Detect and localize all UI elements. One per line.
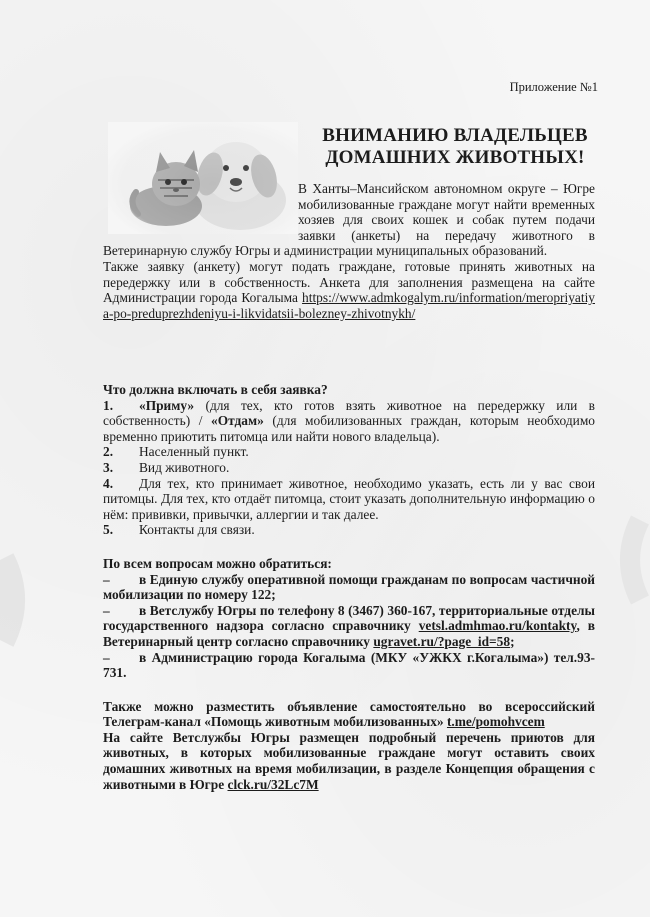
contact-item [103,603,595,650]
list-item [103,522,595,538]
clck-link[interactable]: clck.ru/32Lc7M [227,776,319,792]
intro-paragraph-2 [103,259,595,321]
page-title [300,125,610,169]
item-number: 2. [103,444,114,460]
accept-label: «Приму» [139,397,195,413]
list-item [103,460,595,476]
item-number: 5. [103,522,114,538]
vetsl-link[interactable]: vetsl.admhmao.ru/kontakty [418,618,577,634]
appendix-label: Приложение №1 [509,80,598,94]
closing-section [103,699,595,793]
title-line-1: ВНИМАНИЮ ВЛАДЕЛЬЦЕВ [322,125,588,146]
main-content [103,382,595,792]
list-item [103,476,595,523]
closing-paragraph-2 [103,730,595,792]
contact-item [103,572,595,603]
contact-text-end: ; [510,633,515,649]
accept-desc: (для тех, кто готов взять животное на передержку или в собственность) / [103,397,595,429]
closing-paragraph-1 [103,699,595,730]
contact-item [103,650,595,681]
intro-paragraph-1: В Ханты–Мансийском автономном округе – Югре мобилизованные граждане могут найти временных хозяев для своих кошек и собак путем подачи заявки (анкеты) на передачу животного в Ветеринарную службу Югры и администрации муниципальных образований. [103,181,595,259]
title-line-2: ДОМАШНИХ ЖИВОТНЫХ! [325,147,585,168]
item-text: Населенный пункт. [139,444,249,460]
item-text: Контакты для связи. [139,522,255,538]
intro-paragraph-2-text: Также заявку (анкету) могут подать граждане, готовые принять животных на передержку или в собственность. Анкета для заполнения размещена на сайте Администрации города Когалыма [103,258,595,306]
dash-marker: – [103,649,110,665]
admkogalym-link[interactable]: https://www.admkogalym.ru/information/meropriyatiya-po-preduprezhdeniyu-i-likvidatsii-bolezney-zhivotnykh/ [103,290,595,321]
contact-text: в Администрацию города Когалыма (МКУ «УЖКХ г.Когалыма») тел.93-731. [103,649,595,681]
dash-marker: – [103,602,110,618]
closing-text-1: Также можно разместить объявление самостоятельно во всероссийский Телеграм-канал «Помощь животным мобилизованных» [103,698,595,730]
contact-text: в Единую службу оперативной помощи гражданам по вопросам частичной мобилизации по номеру 122; [103,571,595,603]
list-item [103,398,595,445]
request-heading: Что должна включать в себя заявка? [103,382,328,397]
item-text: Для тех, кто принимает животное, необходимо указать, есть ли у вас свои питомцы. Для тех, кто отдаёт питомца, стоит указать дополнительную информацию о нём: прививки, привычки, аллергии и так далее. [103,475,595,522]
give-desc: (для мобилизованных граждан, которым необходимо временно приютить питомца или найти нового владельца). [103,413,596,444]
dash-marker: – [103,571,110,587]
telegram-link[interactable]: t.me/pomohvcem [446,714,545,730]
ugravet-link[interactable]: ugravet.ru/?page_id=58 [373,633,511,649]
request-list [103,398,595,538]
contacts-heading: По всем вопросам можно обратиться: [103,555,332,571]
give-label: «Отдам» [211,413,264,429]
item-text: Вид животного. [139,459,230,475]
list-item [103,444,595,460]
contact-text: в Ветслужбу Югры по телефону 8 (3467) 360-167, территориальные отделы государственного надзора согласно справочнику [103,602,595,634]
item-number: 1. [103,397,114,413]
closing-text-2: На сайте Ветслужбы Югры размещен подробный перечень приютов для животных, в которых мобилизованные граждане могут оставить своих домашних животных на время мобилизации, в разделе Концепция обращения с животными в Югре [103,729,595,792]
contacts-section [103,556,595,681]
contact-text-mid: , в Ветеринарный центр согласно справочнику [103,618,595,649]
item-number: 3. [103,459,114,475]
item-number: 4. [103,475,114,491]
intro-section [103,181,595,321]
